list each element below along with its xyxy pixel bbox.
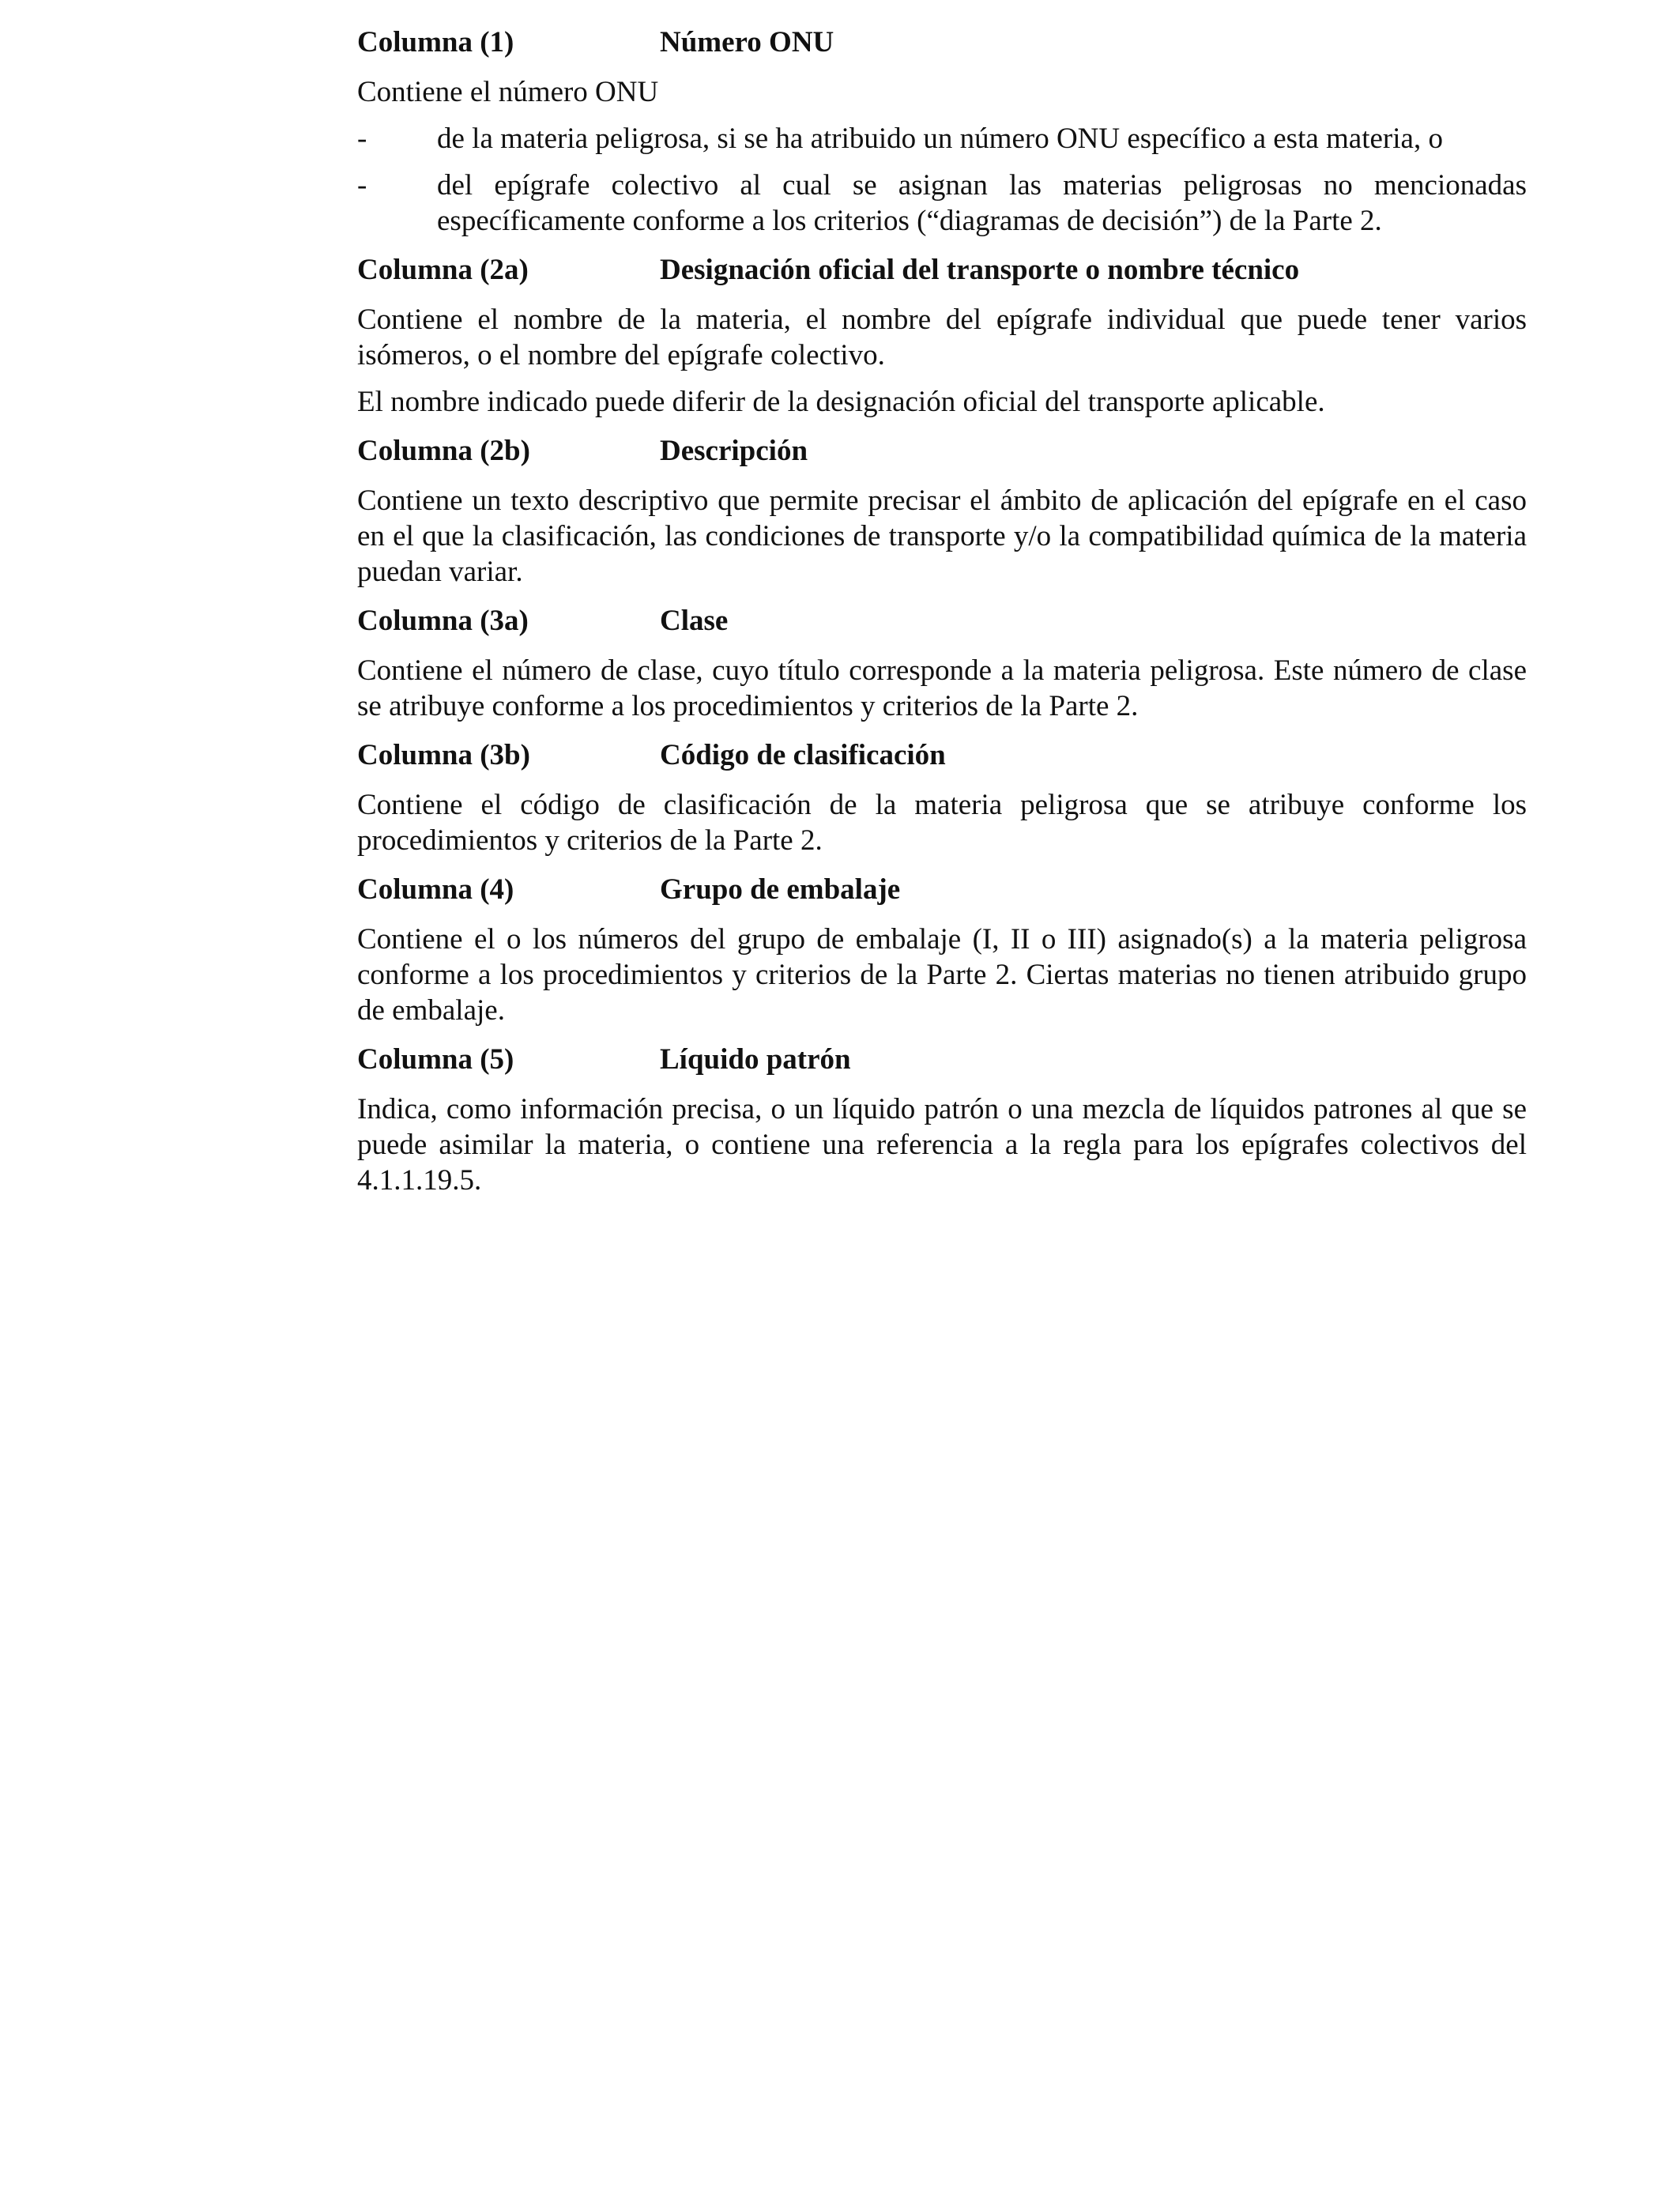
section-heading (357, 869, 1527, 910)
bullet-dash: - (357, 169, 367, 202)
section-columna-2a (357, 250, 1527, 420)
paragraph: Contiene el o los números del grupo de embalaje (I, II o III) asignado(s) a la materia peligrosa conforme a los procedimientos y criterios de la Parte 2. Ciertas materias no tienen atribuido grupo de embalaje. (357, 923, 1527, 1027)
paragraph: El nombre indicado puede diferir de la designación oficial del transporte aplicable. (357, 386, 1325, 418)
section-columna-3b (357, 735, 1527, 858)
bullet-item (357, 121, 1527, 156)
bullet-dash: - (357, 123, 367, 155)
section-heading (357, 22, 1527, 63)
section-columna-2b (357, 431, 1527, 590)
paragraph: Contiene el nombre de la materia, el nombre del epígrafe individual que puede tener varios isómeros, o el nombre del epígrafe colectivo. (357, 303, 1527, 371)
paragraph: Contiene el número de clase, cuyo título corresponde a la materia peligrosa. Este número de clase se atribuye conforme a los procedimientos y criterios de la Parte 2. (357, 654, 1527, 722)
column-label: Columna (4) (357, 873, 514, 906)
section-columna-5 (357, 1039, 1527, 1198)
column-title: Líquido patrón (660, 1043, 851, 1076)
section-columna-4 (357, 869, 1527, 1028)
bullet-list (357, 121, 1527, 239)
section-heading (357, 735, 1527, 776)
paragraph: Contiene el código de clasificación de la materia peligrosa que se atribuye conforme los procedimientos y criterios de la Parte 2. (357, 789, 1527, 857)
section-heading (357, 1039, 1527, 1080)
column-label: Columna (1) (357, 26, 514, 58)
document-page (357, 22, 1527, 1209)
column-label: Columna (5) (357, 1043, 514, 1076)
paragraph: Indica, como información precisa, o un líquido patrón o una mezcla de líquidos patrones al que se puede asimilar la materia, o contiene una referencia a la regla para los epígrafes colectivos del 4.1.1.19.5. (357, 1093, 1527, 1197)
column-label: Columna (3b) (357, 739, 530, 771)
column-title: Grupo de embalaje (660, 873, 901, 906)
bullet-item (357, 168, 1527, 239)
column-label: Columna (3a) (357, 605, 529, 637)
section-columna-3a (357, 601, 1527, 724)
section-heading (357, 250, 1527, 291)
section-columna-1 (357, 22, 1527, 239)
column-title: Número ONU (660, 26, 834, 58)
column-title: Código de clasificación (660, 739, 946, 771)
paragraph: Contiene un texto descriptivo que permite precisar el ámbito de aplicación del epígrafe en el caso en el que la clasificación, las condiciones de transporte y/o la compatibilidad química de la materia puedan variar. (357, 484, 1527, 588)
column-label: Columna (2a) (357, 254, 529, 286)
column-title: Descripción (660, 435, 808, 467)
section-heading (357, 601, 1527, 642)
bullet-text: del epígrafe colectivo al cual se asignan las materias peligrosas no mencionadas específicamente conforme a los criterios (“diagramas de decisión”) de la Parte 2. (437, 169, 1527, 237)
section-heading (357, 431, 1527, 472)
bullet-text: de la materia peligrosa, si se ha atribuido un número ONU específico a esta materia, o (437, 123, 1443, 155)
column-label: Columna (2b) (357, 435, 530, 467)
paragraph: Contiene el número ONU (357, 76, 659, 108)
column-title: Designación oficial del transporte o nombre técnico (660, 254, 1300, 286)
column-title: Clase (660, 605, 729, 637)
